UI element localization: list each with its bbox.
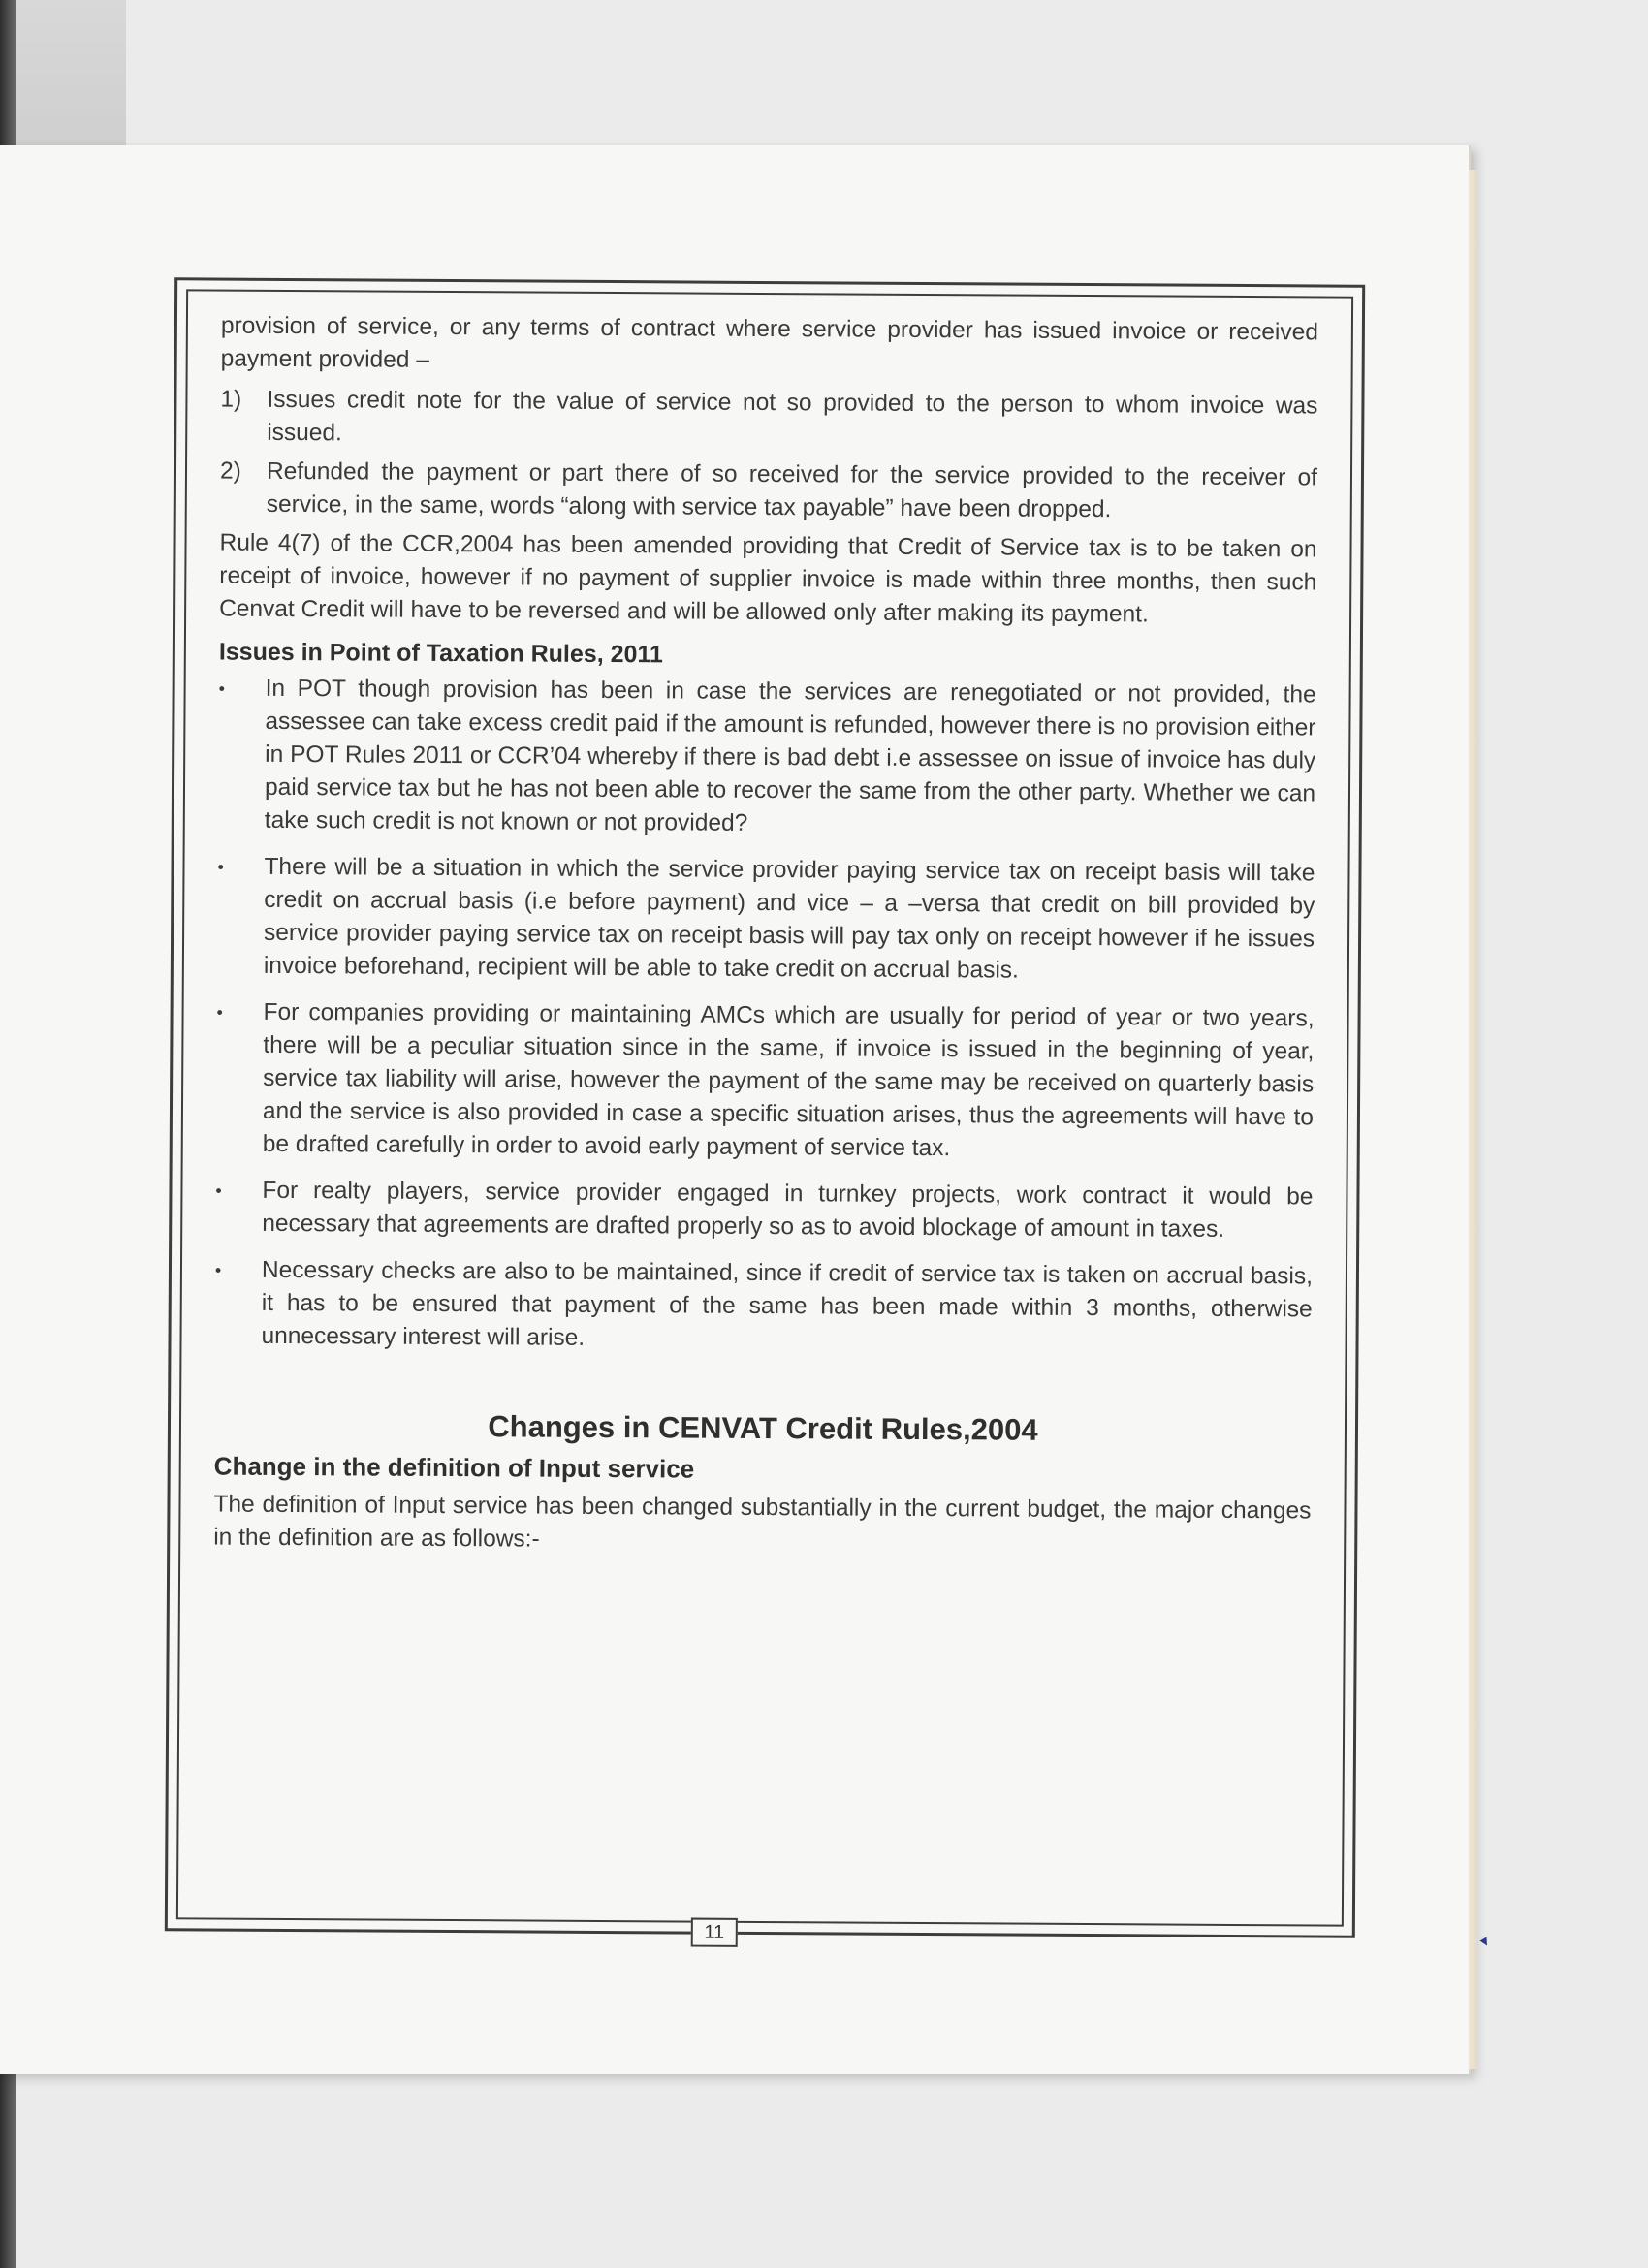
- bullet-text: There will be a situation in which the service provider paying service tax on receipt basis will take credit on accrual basis (i.e before payment) and vice – a –versa that credit on bill provided by service provider paying service tax on receipt basis will pay tax only on receipt however if he issues invoice beforehand, recipient will be able to take credit on accrual basis.: [263, 853, 1315, 984]
- page-content: [213, 310, 1318, 1569]
- bullet-text: In POT though provision has been in case the services are renegotiated or not provided, the assessee can take excess credit paid if the amount is refunded, however there is no provision either in POT Rules 2011 or CCR’04 whereby if there is bad debt i.e assessee on issue of invoice has duly paid service tax but he has not been able to recover the same from the other party. Whether we can take such credit is not known or not provided?: [264, 675, 1316, 836]
- bullet-icon: •: [216, 1002, 223, 1023]
- bullet-text: For companies providing or maintaining AMCs which are usually for period of year or two years, there will be a peculiar situation since in the same, if invoice is issued in the beginning of year, service tax liability will arise, however the payment of the same may be received on quarterly basis and the service is also provided in case a specific situation arises, thus the agreements will have to be drafted carefully in order to avoid early payment of service tax.: [262, 998, 1315, 1162]
- item-text: Refunded the payment or part there of so received for the service provided to the receiver of service, in the same, words “along with service tax payable” have been dropped.: [266, 457, 1318, 523]
- page-number: 11: [691, 1918, 738, 1947]
- bullet-item: [217, 851, 1315, 990]
- sub-heading: Change in the definition of Input service: [213, 1451, 695, 1484]
- closing-paragraph: The definition of Input service has been changed substantially in the current budget, the major changes in the definition are as follows:-: [213, 1491, 1312, 1553]
- bullet-icon: •: [218, 678, 226, 699]
- rule-paragraph: Rule 4(7) of the CCR,2004 has been amended providing that Credit of Service tax is to be taken on receipt of invoice, however if no payment of supplier invoice is made within three months, then such Cenvat Credit will have to be reversed and will be allowed only after making its payment.: [219, 529, 1317, 628]
- intro-paragraph: provision of service, or any terms of contract where service provider has issued invoice or received payment provided –: [220, 312, 1318, 373]
- bullet-icon: •: [215, 1181, 222, 1201]
- issues-heading: Issues in Point of Taxation Rules, 2011: [218, 638, 663, 669]
- item-text: Issues credit note for the value of service not so provided to the person to whom invoice was issued.: [267, 386, 1318, 447]
- bullet-item: [216, 996, 1315, 1168]
- bullet-icon: •: [214, 1260, 222, 1280]
- bullet-item: [218, 673, 1316, 844]
- bullet-icon: •: [217, 857, 224, 877]
- bullet-item: [214, 1254, 1313, 1360]
- page-edge: [1469, 170, 1477, 2069]
- ink-mark: [1480, 1937, 1491, 1948]
- item-number: 2): [219, 457, 241, 485]
- scanner-background: [0, 0, 126, 145]
- section-title: Changes in CENVAT Credit Rules,2004: [488, 1409, 1038, 1447]
- item-number: 1): [220, 386, 242, 413]
- numbered-item: [220, 456, 1317, 528]
- bullet-item: [215, 1175, 1313, 1247]
- numbered-item: [220, 384, 1317, 457]
- bullet-text: For realty players, service provider engaged in turnkey projects, work contract it would be necessary that agreements are drafted properly so as to avoid blockage of amount in taxes.: [262, 1177, 1314, 1243]
- page-border: [165, 277, 1365, 1943]
- bullet-text: Necessary checks are also to be maintained, since if credit of service tax is taken on accrual basis, it has to be ensured that payment of the same has been made within 3 months, otherwise unnecessary interest will arise.: [261, 1256, 1314, 1351]
